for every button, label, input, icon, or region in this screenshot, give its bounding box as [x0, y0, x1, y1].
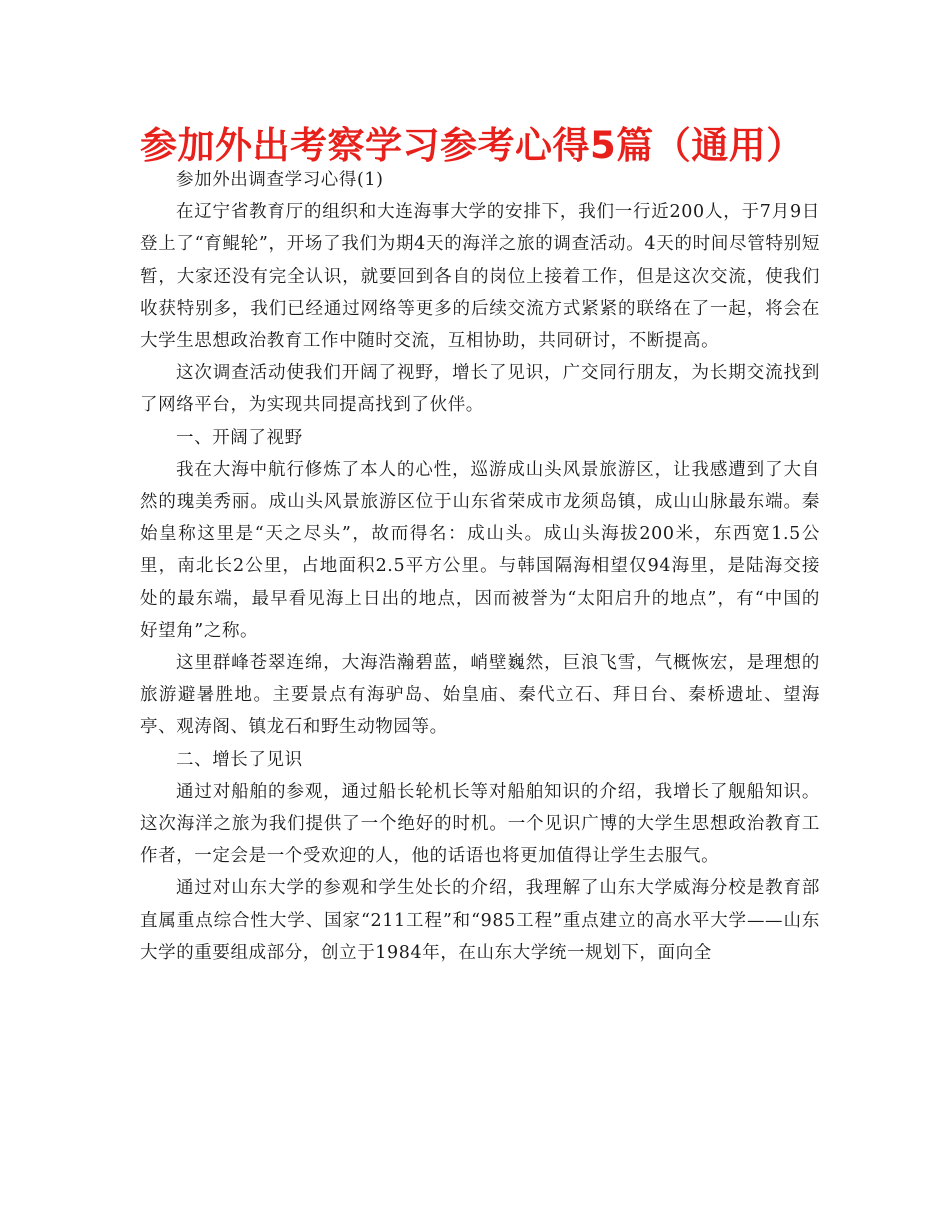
section-heading: 一、开阔了视野	[176, 427, 303, 448]
paragraph: 这次调查活动使我们开阔了视野，增长了见识，广交同行朋友，为长期交流找到了网络平台，为实现共同提高找到了伙伴。	[140, 363, 820, 416]
document-title: 参加外出考察学习参考心得5篇（通用）	[140, 124, 804, 167]
paragraph: 这里群峰苍翠连绵，大海浩瀚碧蓝，峭壁巍然，巨浪飞雪，气概恢宏，是理想的旅游避暑胜地。主要景点有海驴岛、始皇庙、秦代立石、拜日台、秦桥遗址、望海亭、观涛阁、镇龙石和野生动物园等。	[140, 653, 820, 738]
paragraph: 我在大海中航行修炼了本人的心性，巡游成山头风景旅游区，让我感遭到了大自然的瑰美秀丽。成山头风景旅游区位于山东省荣成市龙须岛镇，成山山脉最东端。秦始皇称这里是“天之尽头”，故而得名：成山头。成山头海拔200米，东西宽1.5公里，南北长2公里，占地面积2.5平方公里。与韩国隔海相望仅94海里，是陆海交接处的最东端，最早看见海上日出的地点，因而被誉为“太阳启升的地点”，有“中国的好望角”之称。	[140, 459, 820, 641]
document-body	[140, 164, 820, 969]
section-heading: 参加外出调查学习心得(1)	[176, 170, 384, 190]
paragraph: 通过对山东大学的参观和学生处长的介绍，我理解了山东大学威海分校是教育部直属重点综合性大学、国家“211工程”和“985工程”重点建立的高水平大学——山东大学的重要组成部分，创立于1984年，在山东大学统一规划下，面向全	[140, 878, 820, 963]
section-heading: 二、增长了见识	[176, 749, 303, 770]
paragraph: 在辽宁省教育厅的组织和大连海事大学的安排下，我们一行近200人，于7月9日登上了“育鲲轮”，开场了我们为期4天的海洋之旅的调查活动。4天的时间尽管特别短暂，大家还没有完全认识，就要回到各自的岗位上接着工作，但是这次交流，使我们收获特别多，我们已经通过网络等更多的后续交流方式紧紧的联络在了一起，将会在大学生思想政治教育工作中随时交流，互相协助，共同研讨，不断提高。	[140, 202, 820, 352]
paragraph: 通过对船舶的参观，通过船长轮机长等对船舶知识的介绍，我增长了舰船知识。这次海洋之旅为我们提供了一个绝好的时机。一个见识广博的大学生思想政治教育工作者，一定会是一个受欢迎的人，他的话语也将更加值得让学生去服气。	[140, 781, 820, 867]
